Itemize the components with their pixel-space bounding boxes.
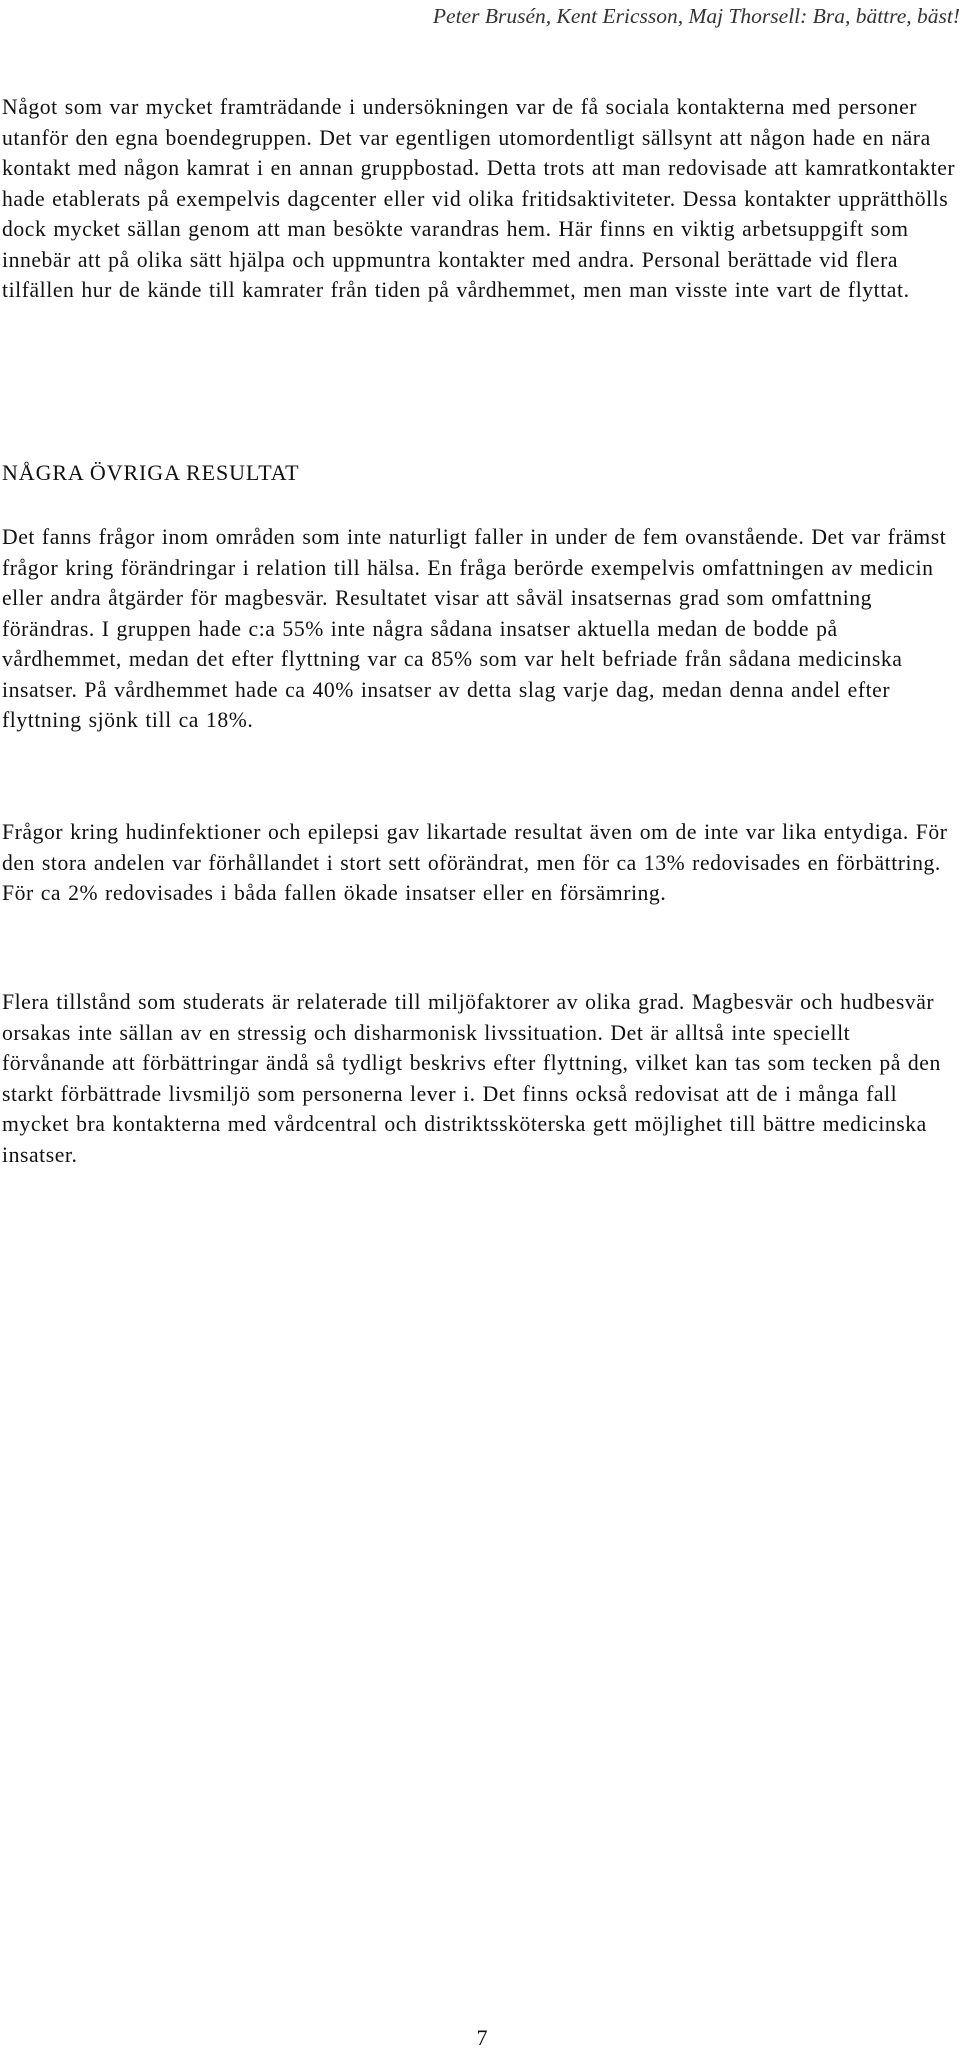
paragraph-social-contacts: Något som var mycket framträdande i undersökningen var de få sociala kontakterna med personer utanför den egna boendegruppen. Det var egentligen utomordentligt sällsynt att någon hade en nära kontakt med någon kamrat i en annan gruppbostad. Detta trots att man redovisade att kamratkontakter hade etablerats på exempelvis dagcenter eller vid olika fritidsaktiviteter. Dessa kontakter upprätthölls dock mycket sällan genom att man besökte varandras hem. Här finns en viktig arbetsuppgift som innebär att på olika sätt hjälpa och uppmuntra kontakter med andra. Personal berättade vid flera tilfällen hur de kände till kamrater från tiden på vårdhemmet, men man visste inte vart de flyttat. [2,95,956,302]
section-heading: NÅGRA ÖVRIGA RESULTAT [2,460,300,485]
running-header: Peter Brusén, Kent Ericsson, Maj Thorsell: Bra, bättre, bäst! [432,4,960,28]
page-number: 7 [476,2025,488,2050]
paragraph-environment-factors: Flera tillstånd som studerats är relaterade till miljöfaktorer av olika grad. Magbesvär och hudbesvär orsakas inte sällan av en stressig och disharmonisk livssituation. Det är alltså inte speciellt förvånande att förbättringar ändå så tydligt beskrivs efter flyttning, vilket kan tas som tecken på den starkt förbättrade livsmiljö som personerna lever i. Det finns också redovisat att de i många fall mycket bra kontakterna med vårdcentral och distriktssköterska gett möjlighet till bättre medicinska insatser. [2,990,941,1167]
paragraph-health-results: Det fanns frågor inom områden som inte naturligt faller in under de fem ovanstående. Det var främst frågor kring förändringar i relation till hälsa. En fråga berörde exempelvis omfattningen av medicin eller andra åtgärder för magbesvär. Resultatet visar att såväl insatsernas grad som omfattning förändras. I gruppen hade c:a 55% inte några sådana insatser aktuella medan de bodde på vårdhemmet, medan det efter flyttning var ca 85% som var helt befriade från sådana medicinska insatser. På vårdhemmet hade ca 40% insatser av detta slag varje dag, medan denna andel efter flyttning sjönk till ca 18%. [2,525,947,732]
paragraph-skin-epilepsy: Frågor kring hudinfektioner och epilepsi gav likartade resultat även om de inte var lika entydiga. För den stora andelen var förhållandet i stort sett oförändrat, men för ca 13% redovisades en förbättring. För ca 2% redovisades i båda fallen ökade insatser eller en försämring. [2,820,948,905]
